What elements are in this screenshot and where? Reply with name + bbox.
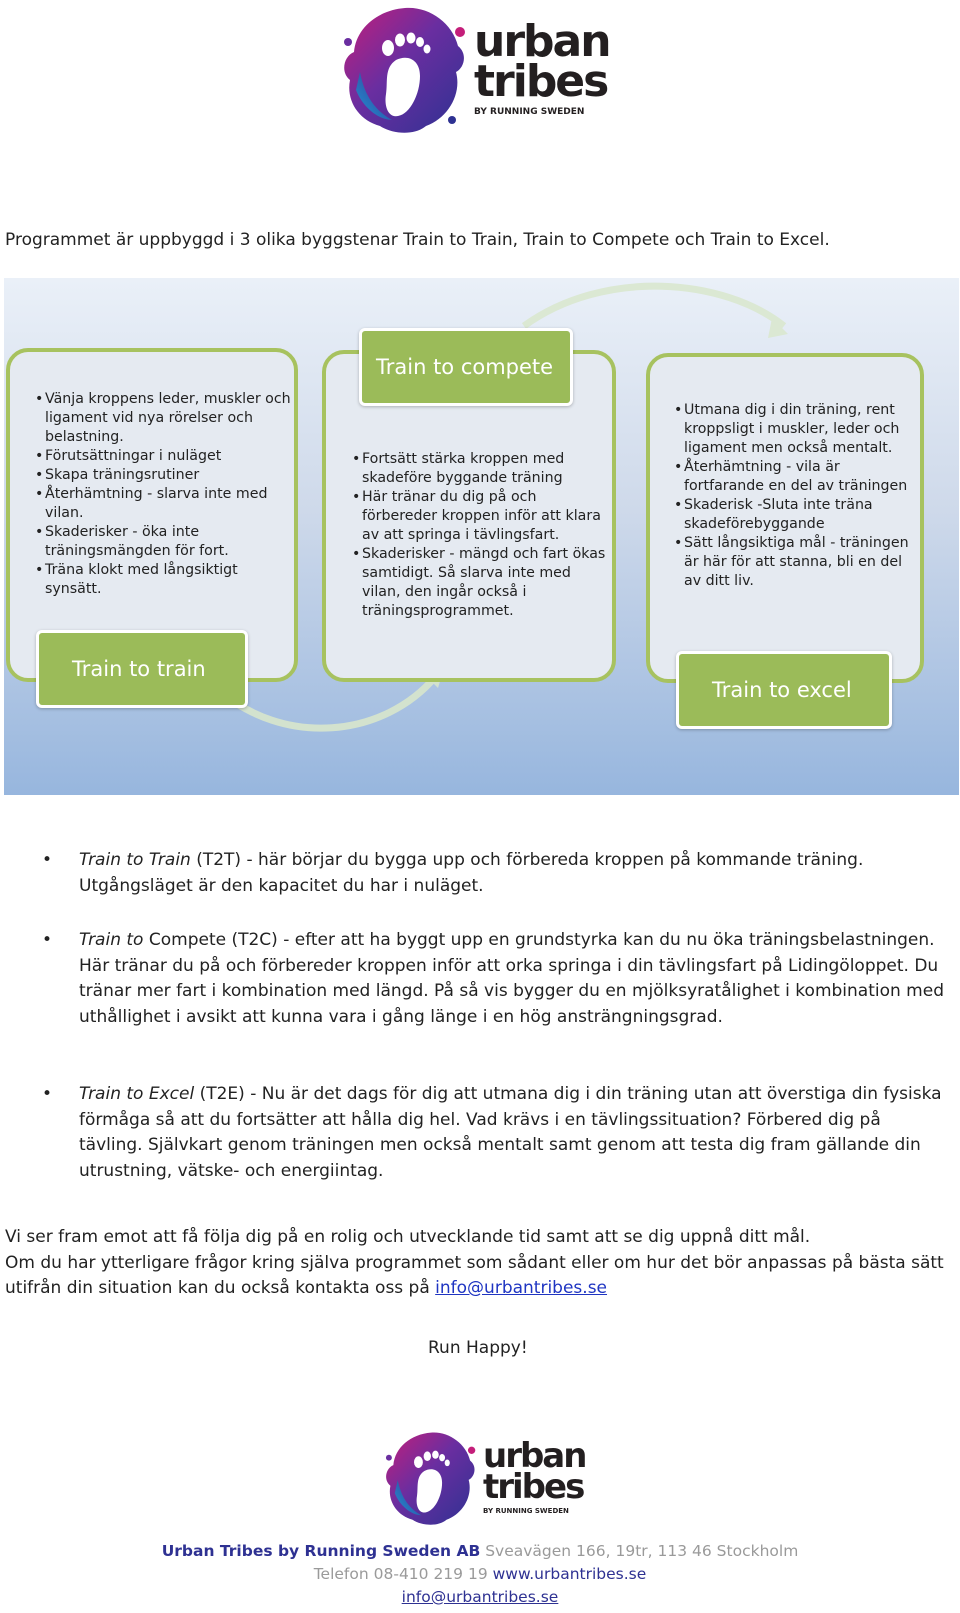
tag-train-to-compete: Train to compete: [359, 328, 573, 406]
list-item: • Träna klokt med långsiktigt synsätt.: [35, 561, 295, 599]
logo-word-urban: urban: [474, 15, 610, 67]
closing-paragraph: [5, 1225, 955, 1302]
phase-t2t: [79, 848, 949, 928]
footer: [0, 1540, 960, 1609]
logo-tagline: BY RUNNING SWEDEN: [474, 107, 585, 118]
phase-t2t-text: (T2T) - här börjar du bygga upp och förbereda kroppen på kommande träning. Utgångsläget är den kapacitet du har i nuläget.: [79, 850, 864, 896]
footprint-splash-icon: [340, 2, 470, 137]
program-diagram: [4, 278, 959, 795]
list-item: • Återhämtning - vila är fortfarande en del av träningen: [674, 458, 918, 496]
list-item: • Återhämtning - slarva inte med vilan.: [35, 485, 295, 523]
train-to-compete-list: [352, 450, 610, 621]
logo-word-urban: urban: [483, 1435, 586, 1476]
list-item: • Skapa träningsrutiner: [35, 466, 295, 485]
footer-line-3: [0, 1586, 960, 1609]
closing-line-2: Om du har ytterligare frågor kring själva programmet som sådant eller om hur det bör anpassas på bästa sätt utifrån din situation kan du också kontakta oss på: [5, 1252, 944, 1298]
list-item: • Sätt långsiktiga mål - träningen är här för att stanna, bli en del av ditt liv.: [674, 534, 918, 591]
footer-email-link[interactable]: info@urbantribes.se: [401, 1588, 559, 1606]
intro-paragraph: Programmet är uppbyggd i 3 olika byggstenar Train to Train, Train to Compete och Train to Excel.: [5, 230, 830, 250]
footer-line-1: [0, 1540, 960, 1563]
footer-line-2: [0, 1563, 960, 1586]
urban-tribes-logo-footer: [383, 1428, 585, 1528]
phase-t2t-name: Train to Train: [79, 850, 191, 870]
logo-tagline: BY RUNNING SWEDEN: [483, 1507, 569, 1516]
list-item: • Här tränar du dig på och förbereder kroppen inför att klara av att springa i tävlingsfart.: [352, 488, 610, 545]
list-item: • Skaderisk -Sluta inte träna skadeförebyggande: [674, 496, 918, 534]
contact-email-link[interactable]: info@urbantribes.se: [435, 1278, 608, 1298]
phase-t2c-name: Train to: [79, 930, 144, 950]
closing-line-1: Vi ser fram emot att få följa dig på en rolig och utvecklande tid samt att se dig uppnå ditt mål.: [5, 1227, 811, 1247]
website-link[interactable]: www.urbantribes.se: [492, 1565, 647, 1583]
phase-t2e: [79, 1082, 949, 1184]
phase-t2c-text-continued: Här tränar du på och förbereder kroppen inför att orka springa i din tävlingsfart på Lidingöloppet. Du tränar mer fart i kombination med längd. På så vis bygger du en mjölksyratålighet i kombination med uthållighet i avsikt att kunna vara i gång länge i en hög ansträngningsgrad.: [79, 955, 944, 1027]
list-item: • Utmana dig i din träning, rent kroppsligt i muskler, leder och ligament men också mentalt.: [674, 401, 918, 458]
phase-t2e-name: Train to Excel: [79, 1084, 195, 1104]
company-address: Sveavägen 166, 19tr, 113 46 Stockholm: [480, 1542, 799, 1560]
train-to-train-list: [35, 390, 295, 599]
list-item: • Förutsättningar i nuläget: [35, 447, 295, 466]
sign-off: Run Happy!: [428, 1338, 528, 1358]
company-phone: Telefon 08-410 219 19: [313, 1565, 493, 1583]
footprint-splash-icon: [383, 1428, 479, 1528]
phase-t2c: [79, 928, 949, 1082]
logo-word-tribes: tribes: [474, 56, 608, 107]
panel-train-to-excel: [646, 353, 924, 683]
tag-train-to-excel: Train to excel: [676, 651, 892, 729]
list-item: • Fortsätt stärka kroppen med skadeföre byggande träning: [352, 450, 610, 488]
arrow-compete-to-excel: [524, 286, 784, 326]
arrow-train-to-compete: [216, 676, 436, 728]
phase-t2e-text: (T2E) - Nu är det dags för dig att utmana dig i din träning utan att överstiga din fysiska förmåga så att du fortsätter att hålla dig hel. Vad krävs i en tävlingssituation? Förbered dig på tävling. Självkart genom träningen men också mentalt samt genom att testa dig fram gällande din utrustning, vätske- och energiintag.: [79, 1084, 942, 1181]
list-item: • Skaderisker - öka inte träningsmängden för fort.: [35, 523, 295, 561]
phase-descriptions: [79, 848, 949, 1184]
list-item: • Vänja kroppens leder, muskler och ligament vid nya rörelser och belastning.: [35, 390, 295, 447]
logo-word-tribes: tribes: [483, 1467, 584, 1507]
list-item: • Skaderisker - mängd och fart ökas samtidigt. Så slarva inte med vilan, den ingår också i träningsprogrammet.: [352, 545, 610, 621]
tag-train-to-train: Train to train: [36, 630, 248, 708]
company-name: Urban Tribes by Running Sweden AB: [161, 1542, 481, 1560]
train-to-excel-list: [674, 401, 918, 591]
phase-t2c-text: Compete (T2C) - efter att ha byggt upp en grundstyrka kan du nu öka träningsbelastningen.: [143, 930, 935, 950]
urban-tribes-logo: [340, 2, 610, 137]
